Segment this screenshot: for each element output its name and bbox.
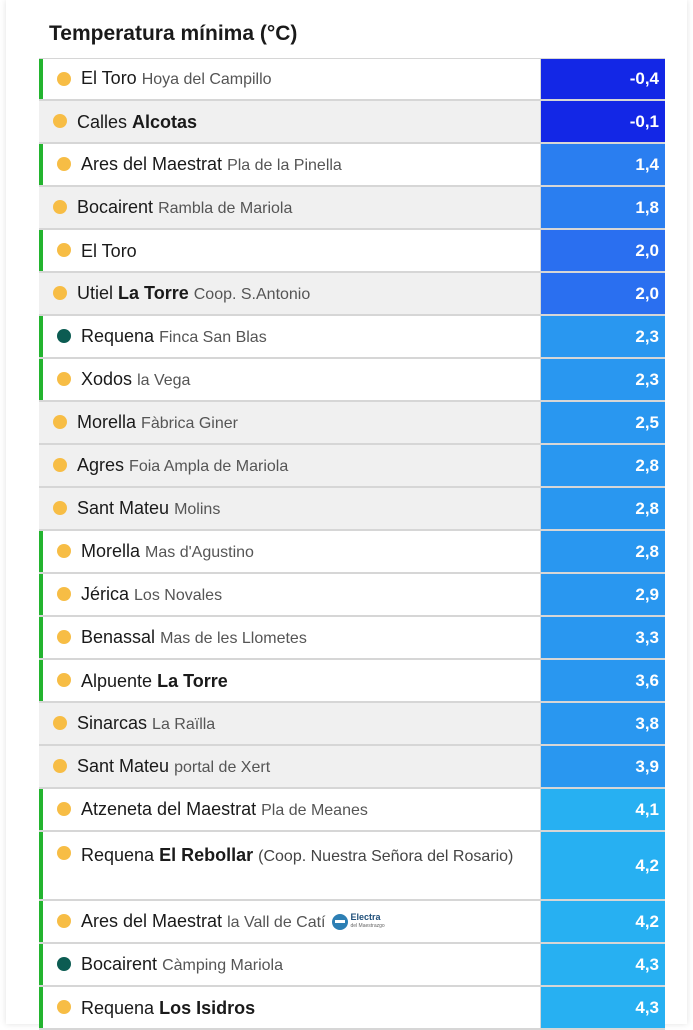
temperature-value: 2,0 (541, 273, 665, 314)
station-place: La Torre (157, 670, 228, 691)
station-detail: Hoya del Campillo (141, 71, 272, 88)
sun-icon (57, 846, 71, 860)
station-detail: Pla de Meanes (261, 801, 368, 819)
station-label (81, 997, 255, 1019)
station-cell (39, 187, 541, 228)
station-detail: portal de Xert (174, 758, 271, 776)
station-cell (39, 273, 541, 314)
temperature-value: 4,3 (541, 987, 665, 1028)
table-row (39, 316, 665, 359)
station-label (77, 497, 220, 521)
temperature-value: 2,8 (541, 531, 665, 572)
sun-icon (57, 157, 71, 171)
table-row (39, 531, 665, 574)
table-row (39, 101, 665, 144)
station-label (77, 111, 197, 133)
station-detail: Foia Ampla de Mariola (129, 457, 289, 475)
station-detail: Coop. S.Antonio (193, 285, 311, 303)
station-detail: la Vall de Catí (227, 913, 326, 931)
station-label (81, 626, 307, 650)
sun-icon (53, 501, 67, 515)
station-detail: Molins (174, 500, 221, 518)
station-label (81, 67, 272, 91)
station-town: El Toro (81, 240, 137, 261)
electra-logo (332, 913, 385, 931)
station-cell (39, 832, 541, 899)
station-place: La Torre (118, 282, 189, 303)
station-place: El Rebollar (159, 845, 254, 865)
temperature-value: 3,6 (541, 660, 665, 701)
station-town: Benassal (81, 626, 156, 647)
temperature-value: 1,4 (541, 144, 665, 185)
table-row (39, 703, 665, 746)
table-row (39, 58, 665, 101)
station-cell (39, 789, 541, 830)
table-row (39, 445, 665, 488)
sun-icon (57, 372, 71, 386)
station-detail: Finca San Blas (159, 328, 267, 346)
station-place: Los Isidros (159, 997, 256, 1018)
station-label (81, 325, 267, 349)
station-cell (39, 230, 541, 271)
station-detail: Mas d'Agustino (145, 543, 254, 561)
station-town: Agres (77, 454, 125, 475)
station-detail: Los Novales (134, 586, 223, 604)
station-town: Ares del Maestrat (81, 910, 223, 931)
table-row (39, 402, 665, 445)
sun-icon (53, 415, 67, 429)
temperature-value: 2,3 (541, 316, 665, 357)
temperature-value: -0,4 (541, 59, 665, 99)
table-row (39, 187, 665, 230)
station-cell (39, 703, 541, 744)
station-icon (57, 329, 71, 343)
sun-icon (53, 458, 67, 472)
table-row (39, 359, 665, 402)
temperature-value: 4,3 (541, 944, 665, 985)
temperature-value: 2,9 (541, 574, 665, 615)
table-row (39, 273, 665, 316)
table-row (39, 789, 665, 832)
table-row (39, 832, 665, 901)
station-town: Jérica (81, 583, 130, 604)
station-town: Utiel (77, 282, 114, 303)
station-detail: Rambla de Mariola (158, 199, 293, 217)
table-row (39, 901, 665, 944)
station-town: El Toro (81, 68, 137, 88)
sun-icon (57, 243, 71, 257)
station-label (81, 240, 137, 262)
station-town: Alpuente (81, 670, 153, 691)
station-label (81, 844, 513, 868)
station-label (81, 798, 368, 822)
station-cell (39, 144, 541, 185)
temperature-value: 4,2 (541, 832, 665, 899)
table-row (39, 488, 665, 531)
sun-icon (57, 544, 71, 558)
station-cell (39, 316, 541, 357)
station-town: Ares del Maestrat (81, 153, 223, 174)
temperature-value: 4,2 (541, 901, 665, 942)
table-row (39, 574, 665, 617)
table-row (39, 660, 665, 703)
station-town: Atzeneta del Maestrat (81, 798, 257, 819)
temperature-value: 1,8 (541, 187, 665, 228)
table-title: Temperatura mínima (°C) (49, 22, 298, 45)
station-label (81, 910, 385, 934)
station-label (81, 583, 222, 607)
station-cell (39, 660, 541, 701)
temperature-value: 3,8 (541, 703, 665, 744)
station-label (81, 540, 254, 564)
sun-icon (53, 286, 67, 300)
station-town: Sinarcas (77, 712, 148, 733)
station-label (81, 368, 190, 392)
temperature-value: 4,1 (541, 789, 665, 830)
table-row (39, 617, 665, 660)
electra-logo-icon (332, 914, 348, 930)
temperature-value: 2,3 (541, 359, 665, 400)
temperature-table (39, 58, 665, 1030)
station-cell (39, 746, 541, 787)
sun-icon (53, 200, 67, 214)
station-label (81, 153, 342, 177)
sun-icon (57, 1000, 71, 1014)
station-town: Xodos (81, 368, 133, 389)
table-row (39, 230, 665, 273)
sun-icon (57, 914, 71, 928)
station-cell (39, 59, 541, 99)
station-label (77, 755, 270, 779)
station-detail: (Coop. Nuestra Señora del Rosario) (258, 848, 514, 865)
sun-icon (57, 587, 71, 601)
station-cell (39, 944, 541, 985)
station-cell (39, 488, 541, 529)
station-town: Bocairent (77, 196, 154, 217)
station-town: Morella (81, 540, 141, 561)
station-cell (39, 987, 541, 1028)
temperature-value: 3,9 (541, 746, 665, 787)
station-town: Sant Mateu (77, 755, 170, 776)
station-cell (39, 402, 541, 443)
station-town: Sant Mateu (77, 497, 170, 518)
station-detail: La Raïlla (152, 715, 216, 733)
station-cell (39, 617, 541, 658)
station-cell (39, 531, 541, 572)
station-detail: Càmping Mariola (162, 956, 283, 974)
station-detail: Mas de les Llometes (160, 629, 307, 647)
station-town: Calles (77, 111, 128, 132)
station-detail: Pla de la Pinella (227, 156, 342, 174)
sun-icon (53, 114, 67, 128)
table-row (39, 746, 665, 789)
temperature-value: 2,5 (541, 402, 665, 443)
temperature-value: 2,0 (541, 230, 665, 271)
station-place: Alcotas (132, 111, 198, 132)
table-row (39, 944, 665, 987)
sun-icon (57, 802, 71, 816)
station-label (77, 411, 238, 435)
station-detail: Fàbrica Giner (141, 414, 238, 432)
sun-icon (57, 673, 71, 687)
station-town: Morella (77, 411, 137, 432)
sun-icon (53, 759, 67, 773)
station-label (77, 196, 292, 220)
station-town: Bocairent (81, 953, 158, 974)
temperature-value: 3,3 (541, 617, 665, 658)
sun-icon (57, 630, 71, 644)
temperature-value: 2,8 (541, 488, 665, 529)
station-cell (39, 901, 541, 942)
station-detail: la Vega (137, 371, 191, 389)
station-town: Requena (81, 997, 155, 1018)
electra-logo-text: Electra del Maestrazgo (350, 911, 385, 929)
table-row (39, 144, 665, 187)
station-label (77, 454, 288, 478)
sun-icon (57, 72, 71, 86)
station-icon (57, 957, 71, 971)
station-label (77, 282, 310, 306)
station-town: Requena (81, 845, 155, 865)
temperature-value: 2,8 (541, 445, 665, 486)
station-cell (39, 574, 541, 615)
station-cell (39, 101, 541, 142)
station-label (77, 712, 215, 736)
temperature-value: -0,1 (541, 101, 665, 142)
sun-icon (53, 716, 67, 730)
station-cell (39, 359, 541, 400)
station-cell (39, 445, 541, 486)
station-label (81, 953, 283, 977)
station-town: Requena (81, 325, 155, 346)
station-label (81, 670, 228, 692)
